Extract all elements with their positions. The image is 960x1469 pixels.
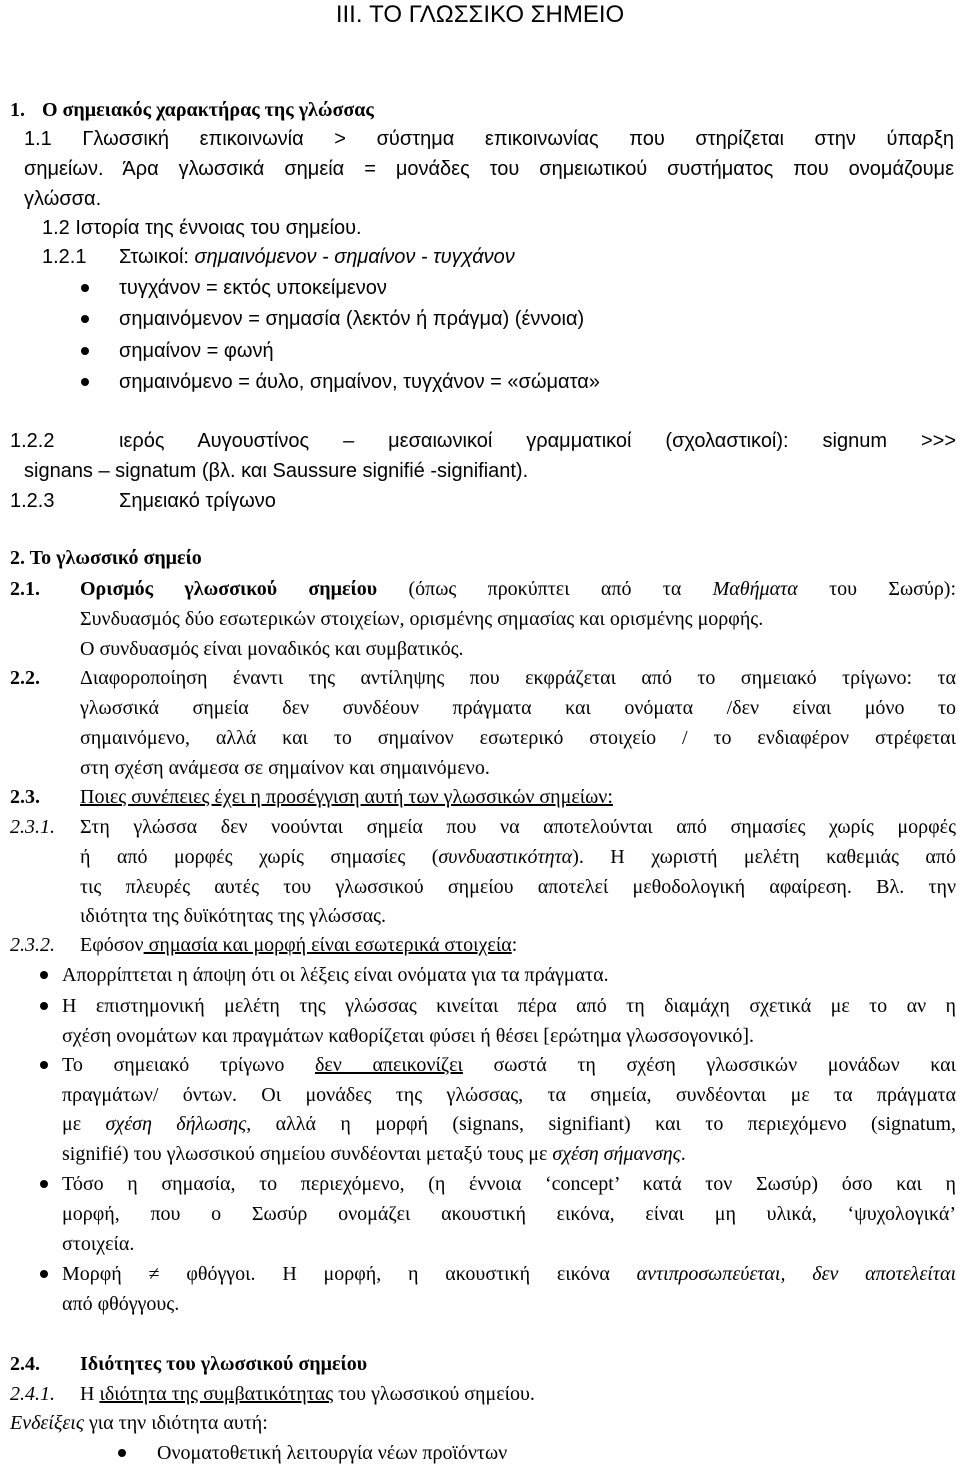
mathimata-title: Μαθήματα (712, 578, 798, 600)
para-2-3-2-text-b: : (511, 934, 518, 956)
bullet-3-line-4-b: . (680, 1143, 686, 1165)
consequence-bullet-4-line-2: μορφή, που ο Σωσύρ ονομάζει ακουστική εικόνα, είναι μη υλικά, ‘ψυχολογικά’ (62, 1203, 956, 1225)
bullet-dot (40, 1002, 48, 1010)
para-1-2-2-line-2: signans – signatum (βλ. και Saussure signifié -signifiant). (24, 460, 529, 482)
para-2-3-2-number: 2.3.2. (10, 934, 55, 956)
para-2-2-line-1: Διαφοροποίηση έναντι της αντίληψης που εκφράζεται από το σημειακό τρίγωνο: τα (80, 667, 956, 689)
bullet-dot (81, 378, 89, 386)
para-1-1-line-1: 1.1 Γλωσσική επικοινωνία > σύστημα επικοινωνίας που στηρίζεται στην ύπαρξη (24, 128, 954, 150)
para-2-2-line-3: σημαινόμενο, αλλά και το σημαίνον εσωτερικό στοιχείο / το ενδιαφέρον στρέφεται (80, 727, 956, 749)
bullet-5-italic: αντιπροσωπεύεται, δεν αποτελείται (636, 1263, 956, 1285)
para-1-1-line-3: γλώσσα. (24, 188, 102, 210)
bullet-3-underlined: δεν απεικονίζει (314, 1054, 463, 1076)
combinatoriality-term: συνδυαστικότητα (438, 846, 573, 868)
bullet-3-line-4-a: signifié) του γλωσσικού σημείου συνδέονται μεταξύ τους με (62, 1143, 553, 1165)
bullet-dot (81, 347, 89, 355)
para-2-3-1-line-1: Στη γλώσσα δεν νοούνται σημεία που να αποτελούνται από σημασίες χωρίς μορφές (80, 816, 956, 838)
para-2-4-1-text (80, 1381, 535, 1407)
para-2-3-1-text-a: ή από μορφές χωρίς σημασίες ( (80, 846, 439, 868)
consequence-bullet-3-line-3 (62, 1111, 956, 1137)
para-1-1-line-2: σημείων. Άρα γλωσσικά σημεία = μονάδες του σημειωτικού συστήματος που ονομάζουμε (24, 158, 954, 180)
consequence-bullet-1: Απορρίπτεται η άποψη ότι οι λέξεις είναι ονόματα για τα πράγματα. (62, 964, 609, 986)
bullet-5-text-a: Μορφή ≠ φθόγγοι. Η μορφή, η ακουστική εικόνα (62, 1263, 637, 1285)
bullet-dot (40, 1270, 48, 1278)
indication-bullet-1: Ονοματοθετική λειτουργία νέων προϊόντων (157, 1442, 508, 1464)
para-2-4-heading: Ιδιότητες του γλωσσικού σημείου (80, 1353, 368, 1375)
para-2-3-1-line-2 (80, 844, 956, 870)
consequence-bullet-5-line-1 (62, 1261, 956, 1287)
consequence-bullet-3-line-4 (62, 1141, 686, 1167)
indications-term: Ενδείξεις (10, 1412, 84, 1434)
definition-term: Ορισμός γλωσσικού σημείου (80, 578, 378, 600)
para-2-3-text: Ποιες συνέπειες έχει η προσέγγιση αυτή των γλωσσικών σημείων: (80, 786, 613, 808)
page-title: III. ΤΟ ΓΛΩΣΣΙΚΟ ΣΗΜΕΙΟ (335, 1, 625, 28)
bullet-3-text-a: Το σημειακό τρίγωνο (62, 1054, 315, 1076)
para-2-1-number: 2.1. (10, 578, 40, 600)
para-2-3-1-line-4: ιδιότητα της δυϊκότητας της γλώσσας. (80, 905, 386, 927)
bullet-3-line-3-a: με (62, 1113, 106, 1135)
section-1-heading: Ο σημειακός χαρακτήρας της γλώσσας (42, 99, 374, 121)
para-1-2-2-number: 1.2.2 (10, 430, 55, 452)
bullet-item-4: σημαινόμενο = άυλο, σημαίνον, τυγχάνον = «σώματα» (119, 371, 600, 393)
para-2-4-number: 2.4. (10, 1353, 40, 1375)
consequence-bullet-5-line-2: από φθόγγους. (62, 1293, 180, 1315)
signification-term: σχέση σήμανσης (552, 1143, 681, 1165)
para-2-2-line-2: γλωσσικά σημεία δεν συνδέουν πράγματα και ονόματα /δεν είναι μόνο το (80, 697, 956, 719)
para-2-2-number: 2.2. (10, 667, 40, 689)
denotation-term: σχέση δήλωσης (105, 1113, 247, 1135)
conventionality-term: ιδιότητα της συμβατικότητας (99, 1383, 334, 1405)
para-2-2-line-4: στη σχέση ανάμεσα σε σημαίνον και σημαινόμενο. (80, 757, 490, 779)
para-2-4-1-number: 2.4.1. (10, 1383, 55, 1405)
bullet-item-3: σημαίνον = φωνή (119, 340, 274, 362)
para-2-3-1-line-3: τις πλευρές αυτές του γλωσσικού σημείου αποτελεί μεθοδολογική αφαίρεση. Βλ. την (80, 876, 956, 898)
para-2-3-2-text-a: Εφόσον (80, 934, 144, 956)
bullet-3-text-b: σωστά τη σχέση γλωσσικών μονάδων και (462, 1054, 956, 1076)
stoic-terms: σημαινόμενον - σημαίνον - τυγχάνον (194, 246, 515, 268)
bullet-dot (118, 1449, 126, 1457)
consequence-bullet-2-line-2: σχέση ονομάτων και πραγμάτων καθορίζεται φύσει ή θέσει [ερώτημα γλωσσογονικό]. (62, 1025, 755, 1047)
consequence-bullet-4-line-1: Τόσο η σημασία, το περιεχόμενο, (η έννοια ‘concept’ κατά τον Σωσύρ) όσο και η (62, 1173, 956, 1195)
para-2-3-number: 2.3. (10, 786, 40, 808)
para-2-3-2-text (80, 932, 517, 958)
bullet-item-2: σημαινόμενον = σημασία (λεκτόν ή πράγμα) (έννοια) (119, 308, 585, 330)
para-1-2-3-number: 1.2.3 (10, 490, 55, 512)
bullet-dot (40, 1180, 48, 1188)
indications-rest: για την ιδιότητα αυτή: (83, 1412, 268, 1434)
para-2-4-1-a: Η (80, 1383, 100, 1405)
indications-line (10, 1410, 268, 1436)
bullet-dot (40, 1061, 48, 1069)
bullet-dot (40, 971, 48, 979)
para-2-3-1-text-b: ). Η χωριστή μελέτη καθεμιάς από (572, 846, 956, 868)
consequence-bullet-3-line-2: πραγμάτων/ όντων. Οι μονάδες της γλώσσας, τα σημεία, συνδέονται με τα πράγματα (62, 1084, 956, 1106)
para-2-1-line-2: Συνδυασμός δύο εσωτερικών στοιχείων, ορισμένης σημασίας και ορισμένης μορφής. (80, 608, 764, 630)
para-2-1-text-b: του Σωσύρ): (797, 578, 957, 600)
bullet-3-line-3-b: , αλλά η μορφή (signans, signifiant) και το περιεχόμενο (signatum, (246, 1113, 957, 1135)
para-2-1-text-a: (όπως προκύπτει από τα (377, 578, 713, 600)
para-2-4-1-b: του γλωσσικού σημείου. (333, 1383, 535, 1405)
section-1-number: 1. (10, 99, 25, 121)
section-2-heading: 2. Το γλωσσικό σημείο (10, 547, 202, 569)
bullet-dot (81, 284, 89, 292)
bullet-item-1: τυγχάνον = εκτός υποκείμενον (119, 277, 387, 299)
consequence-bullet-4-line-3: στοιχεία. (62, 1233, 135, 1255)
para-1-2-1-lead: Στωικοί: (119, 246, 195, 268)
para-2-1-line-1 (80, 576, 956, 602)
para-1-2-1-number: 1.2.1 (42, 246, 87, 268)
bullet-dot (81, 315, 89, 323)
consequence-bullet-2-line-1: Η επιστημονική μελέτη της γλώσσας κινείται πέρα από τη διαμάχη σχετικά με το αν η (62, 995, 956, 1017)
para-1-2-2-line-1: ιερός Αυγουστίνος – μεσαιωνικοί γραμματικοί (σχολαστικοί): signum >>> (119, 430, 956, 452)
para-2-1-line-3: Ο συνδυασμός είναι μοναδικός και συμβατικός. (80, 638, 464, 660)
para-1-2-1-text (119, 244, 515, 270)
consequence-bullet-3-line-1 (62, 1052, 956, 1078)
para-2-3-2-underlined: σημασία και μορφή είναι εσωτερικά στοιχεία (143, 934, 512, 956)
para-1-2: 1.2 Ιστορία της έννοιας του σημείου. (42, 217, 362, 239)
para-1-2-3-text: Σημειακό τρίγωνο (119, 490, 276, 512)
para-2-3-1-number: 2.3.1. (10, 816, 55, 838)
